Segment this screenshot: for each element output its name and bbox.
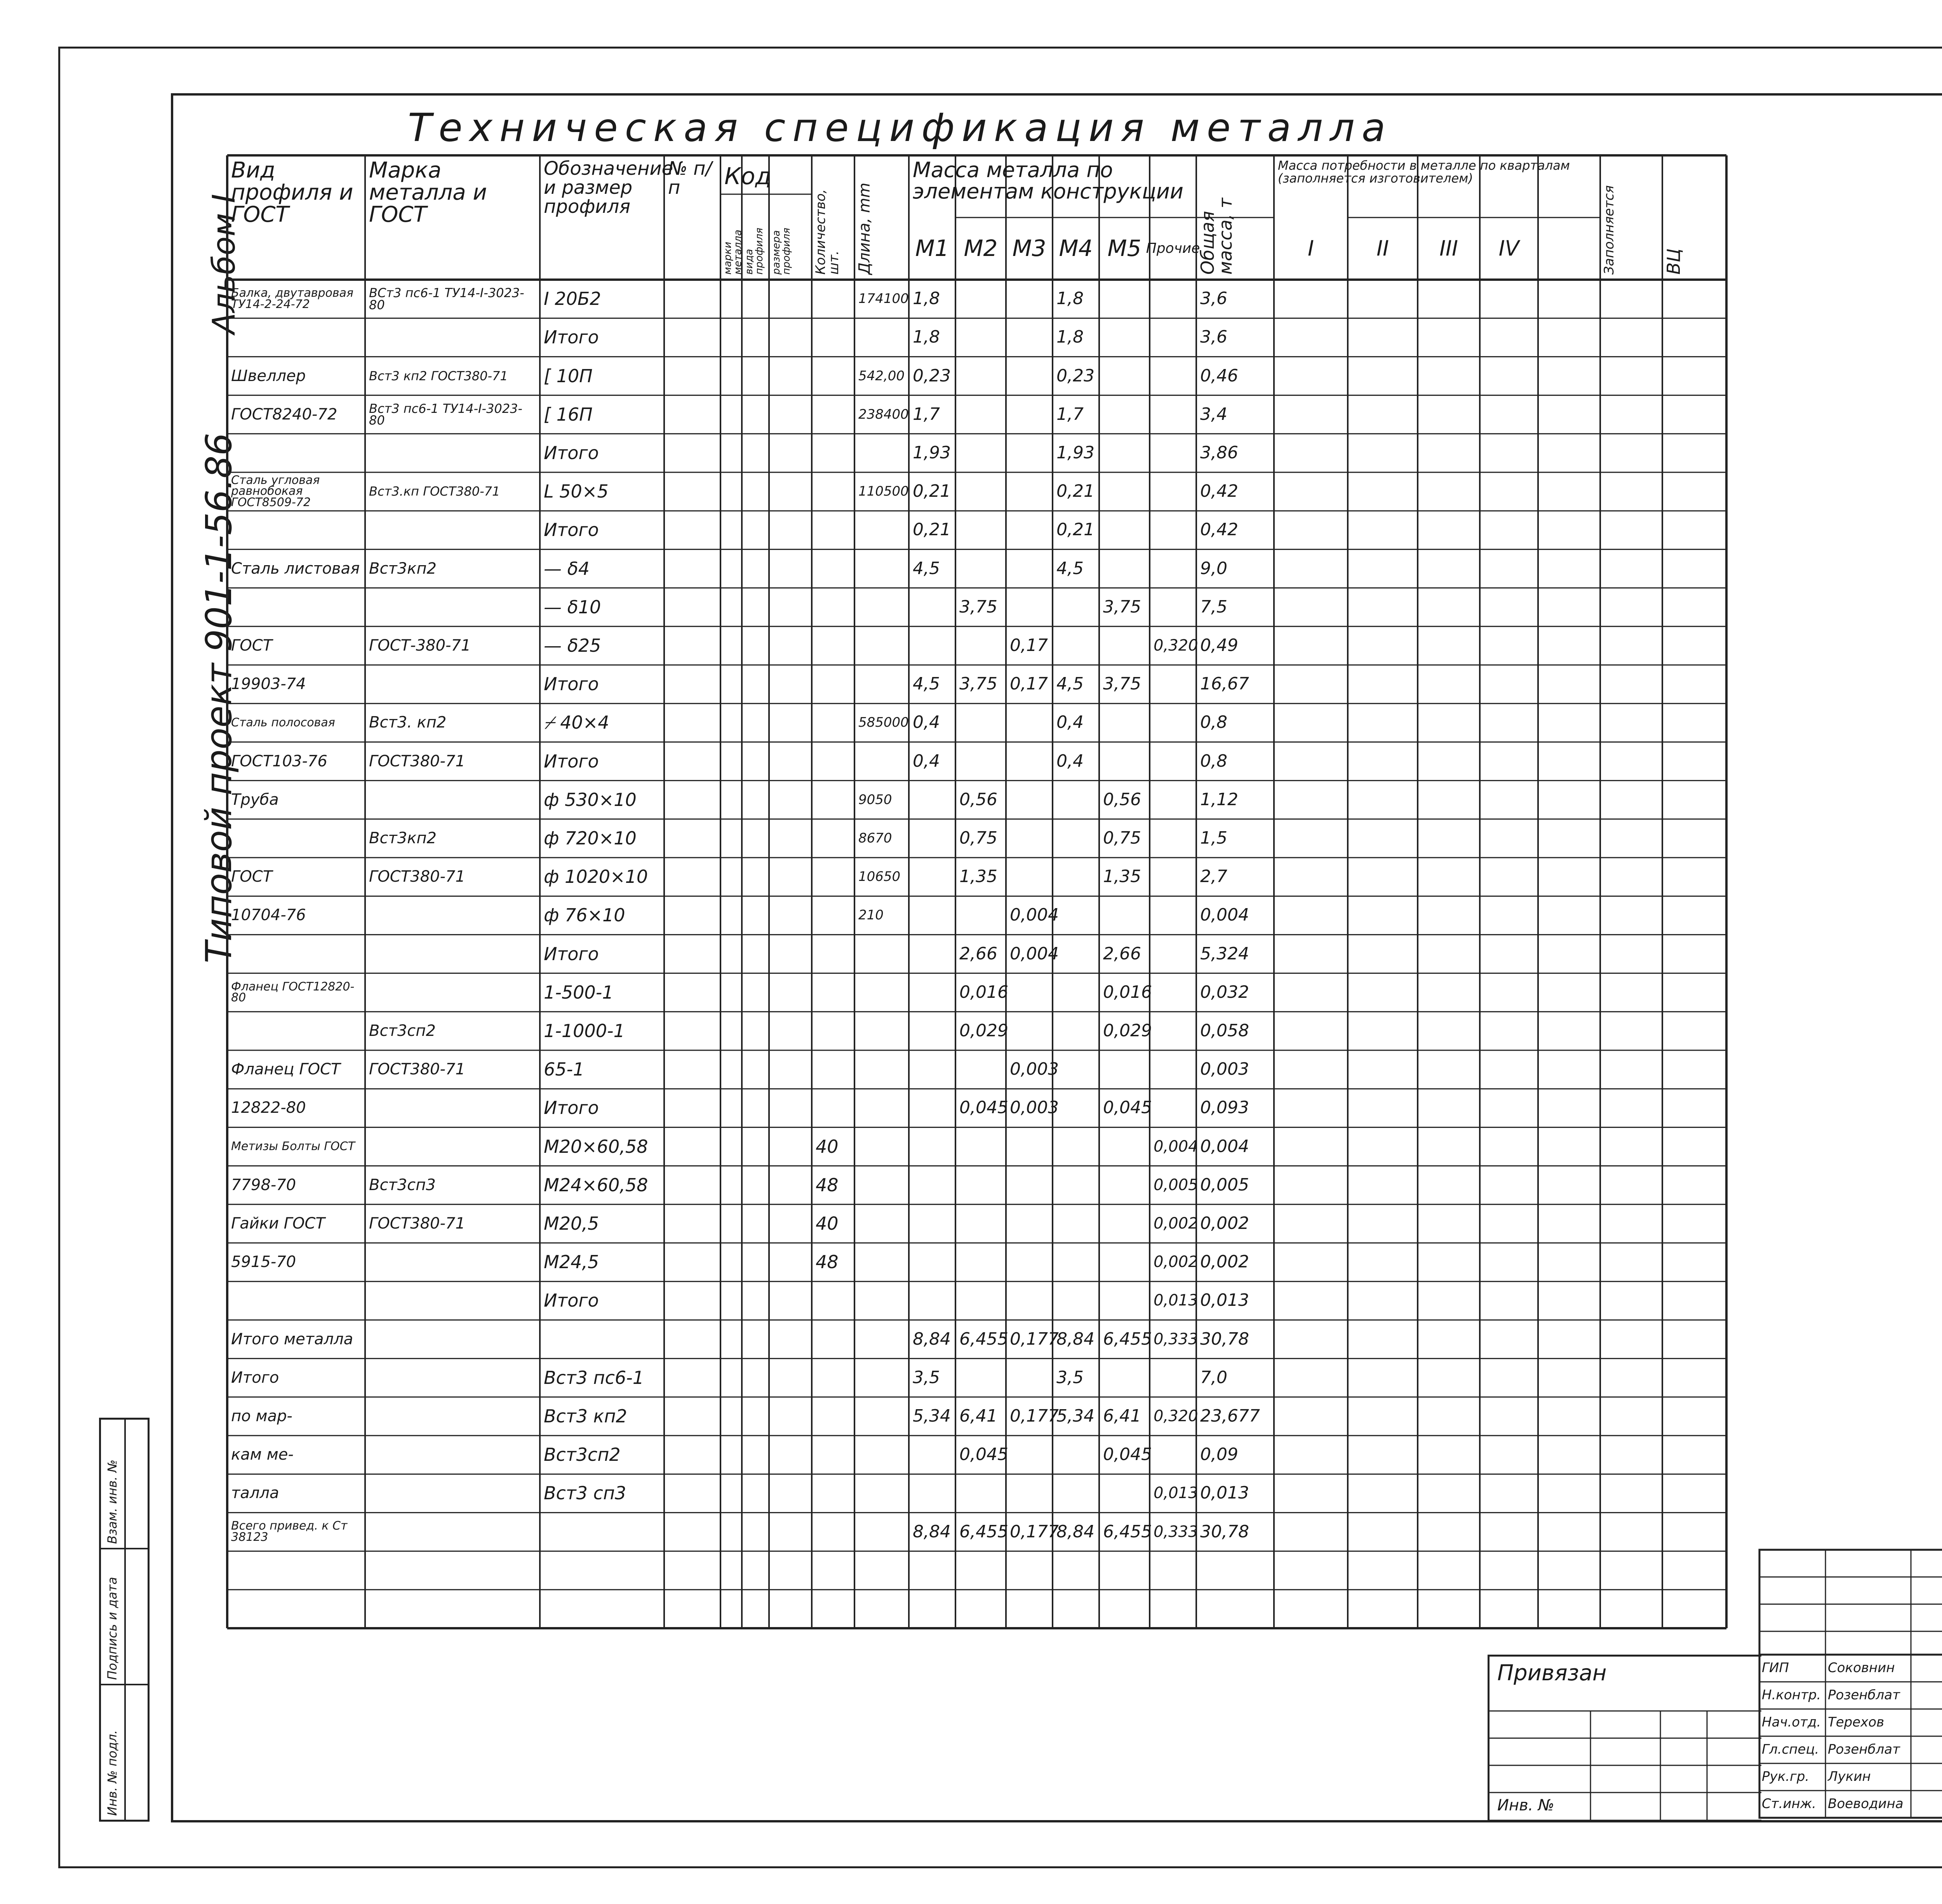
row-12-m1: 0,4: [913, 751, 940, 771]
row-15-profile: ГОСТ: [231, 868, 273, 886]
row-19-des: 1-1000-1: [544, 1020, 625, 1041]
row-3-m1: 1,7: [913, 404, 940, 424]
row-25-des: М24,5: [544, 1251, 599, 1273]
row-1-m1: 1,8: [913, 327, 940, 347]
row-18-total: 0,032: [1200, 982, 1249, 1002]
row-8-m5: 3,75: [1103, 597, 1141, 617]
row-29-profile: по мар-: [231, 1407, 292, 1425]
row-19-total: 0,058: [1200, 1020, 1249, 1041]
row-3-grade: Вст3 пс6-1 ТУ14-I-3023-80: [369, 401, 522, 428]
row-9-profile: ГОСТ: [231, 636, 273, 654]
row-26-other: 0,013: [1154, 1291, 1198, 1310]
row-32-m2: 6,455: [959, 1521, 1008, 1542]
header-element-m2: М2: [964, 235, 998, 262]
row-1-m4: 1,8: [1056, 327, 1084, 347]
row-24-total: 0,002: [1200, 1213, 1249, 1233]
header-grade: Марка металла и ГОСТ: [369, 158, 487, 228]
row-12-des: Итого: [544, 750, 599, 772]
row-12-total: 0,8: [1200, 751, 1227, 771]
table-title: Техническая спецификация металла: [408, 105, 1393, 150]
row-27-m1: 8,84: [913, 1329, 951, 1349]
row-27-profile: Итого металла: [231, 1330, 353, 1348]
row-23-other: 0,005: [1154, 1176, 1198, 1194]
row-20-grade: ГОСТ380-71: [369, 1060, 465, 1079]
row-29-total: 23,677: [1200, 1406, 1260, 1426]
row-15-grade: ГОСТ380-71: [369, 868, 465, 886]
row-0-total: 3,6: [1200, 289, 1227, 309]
row-32-other: 0,333: [1154, 1523, 1198, 1541]
header-code-size: размера профиля: [771, 228, 792, 275]
row-32-total: 30,78: [1200, 1521, 1249, 1542]
row-31-des: Вст3 сп3: [544, 1483, 626, 1504]
row-28-m1: 3,5: [913, 1367, 940, 1387]
row-30-des: Вст3сп2: [544, 1444, 621, 1465]
row-8-m2: 3,75: [959, 597, 997, 617]
row-15-m2: 1,35: [959, 867, 997, 887]
row-6-m4: 0,21: [1056, 520, 1095, 540]
row-1-des: Итого: [544, 327, 599, 348]
stamp-replace: Взам. инв. №: [105, 1459, 120, 1544]
row-19-grade: Вст3сп2: [369, 1022, 436, 1040]
name-3: Розенблат: [1828, 1742, 1900, 1757]
row-16-profile: 10704-76: [231, 906, 306, 924]
row-14-m2: 0,75: [959, 828, 997, 848]
row-14-len: 8670: [858, 830, 892, 846]
row-0-m1: 1,8: [913, 289, 940, 309]
row-22-qty: 40: [816, 1136, 839, 1157]
row-29-m1: 5,34: [913, 1406, 951, 1426]
row-24-qty: 40: [816, 1213, 839, 1234]
project-label: Типовой проект 901-1-56.86: [198, 433, 240, 963]
row-14-des: ф 720×10: [544, 827, 637, 849]
row-18-profile: Фланец ГОСТ12820-80: [231, 980, 355, 1005]
row-31-total: 0,013: [1200, 1483, 1249, 1503]
row-25-other: 0,002: [1154, 1253, 1198, 1271]
header-num: № п/п: [668, 158, 712, 198]
row-12-profile: ГОСТ103-76: [231, 752, 327, 770]
row-16-des: ф 76×10: [544, 905, 625, 926]
row-2-len: 542,00: [858, 368, 905, 384]
row-11-m4: 0,4: [1056, 712, 1084, 733]
role-5: Ст.инж.: [1762, 1796, 1817, 1812]
row-11-total: 0,8: [1200, 712, 1227, 733]
row-17-m2: 2,66: [959, 943, 997, 964]
row-20-m3: 0,003: [1010, 1059, 1059, 1079]
row-27-m3: 0,177: [1010, 1329, 1059, 1349]
row-28-m4: 3,5: [1056, 1367, 1084, 1387]
stamp-inv: Инв. № подл.: [105, 1730, 120, 1816]
row-20-total: 0,003: [1200, 1059, 1249, 1079]
header-element-other: Прочие: [1146, 240, 1200, 256]
row-23-profile: 7798-70: [231, 1176, 296, 1194]
row-13-m2: 0,56: [959, 789, 997, 809]
row-32-profile: Всего привед. к Ст 38123: [231, 1519, 348, 1544]
row-3-profile: ГОСТ8240-72: [231, 405, 338, 423]
role-3: Гл.спец.: [1762, 1742, 1819, 1757]
row-24-des: М20,5: [544, 1213, 599, 1234]
row-32-m3: 0,177: [1010, 1521, 1059, 1542]
name-1: Розенблат: [1828, 1687, 1900, 1703]
row-7-m1: 4,5: [913, 558, 940, 578]
row-6-total: 0,42: [1200, 520, 1238, 540]
row-16-total: 0,004: [1200, 905, 1249, 925]
row-5-des: L 50×5: [544, 481, 609, 502]
row-11-des: ⌿ 40×4: [544, 712, 609, 733]
row-18-des: 1-500-1: [544, 982, 614, 1003]
row-13-len: 9050: [858, 792, 892, 808]
header-element-m1: М1: [915, 235, 949, 262]
row-23-grade: Вст3сп3: [369, 1176, 436, 1194]
header-length: Длина, mm: [856, 183, 874, 275]
name-2: Терехов: [1828, 1714, 1885, 1730]
row-4-m4: 1,93: [1056, 442, 1095, 463]
row-28-des: Вст3 пс6-1: [544, 1367, 644, 1388]
header-profile: Вид профиля и ГОСТ: [231, 158, 353, 228]
row-14-total: 1,5: [1200, 828, 1227, 848]
row-28-profile: Итого: [231, 1368, 279, 1387]
row-3-len: 238400: [858, 406, 909, 422]
header-demand: Масса потребности в металле по кварталам (заполняется изготовителем): [1278, 158, 1570, 186]
row-9-des: — δ25: [544, 635, 601, 656]
row-30-m5: 0,045: [1103, 1445, 1152, 1465]
row-7-m4: 4,5: [1056, 558, 1084, 578]
row-10-m5: 3,75: [1103, 674, 1141, 694]
row-4-des: Итого: [544, 442, 599, 463]
header-qty: Количество, шт.: [813, 189, 842, 275]
row-5-grade: Вст3.кп ГОСТ380-71: [369, 484, 500, 499]
row-3-total: 3,4: [1200, 404, 1227, 424]
row-10-profile: 19903-74: [231, 675, 306, 693]
name-0: Соковнин: [1828, 1660, 1895, 1676]
row-2-des: [ 10П: [544, 365, 593, 386]
name-5: Воеводина: [1828, 1796, 1904, 1812]
row-15-des: ф 1020×10: [544, 866, 648, 888]
header-fill: Заполняется: [1601, 185, 1617, 275]
row-19-m5: 0,029: [1103, 1020, 1152, 1041]
linked-block: [1488, 1655, 1761, 1822]
row-15-total: 2,7: [1200, 867, 1227, 887]
row-17-total: 5,324: [1200, 943, 1249, 964]
row-11-grade: Вст3. кп2: [369, 714, 447, 732]
row-29-des: Вст3 кп2: [544, 1405, 627, 1427]
header-element-m4: М4: [1059, 235, 1093, 262]
header-code: Код: [724, 163, 771, 190]
row-21-des: Итого: [544, 1097, 599, 1119]
row-23-total: 0,005: [1200, 1175, 1249, 1195]
row-24-other: 0,002: [1154, 1214, 1198, 1232]
header-designation: Обозначение и размер профиля: [544, 158, 673, 218]
row-24-profile: Гайки ГОСТ: [231, 1214, 325, 1232]
row-29-m5: 6,41: [1103, 1406, 1141, 1426]
row-26-total: 0,013: [1200, 1290, 1249, 1311]
row-13-total: 1,12: [1200, 789, 1238, 809]
row-8-total: 7,5: [1200, 597, 1227, 617]
header-quarter-2: II: [1376, 236, 1389, 261]
row-30-total: 0,09: [1200, 1445, 1238, 1465]
row-10-des: Итого: [544, 674, 599, 695]
row-32-m1: 8,84: [913, 1521, 951, 1542]
row-22-other: 0,004: [1154, 1137, 1198, 1156]
row-10-total: 16,67: [1200, 674, 1249, 694]
row-10-m1: 4,5: [913, 674, 940, 694]
row-27-m2: 6,455: [959, 1329, 1008, 1349]
row-9-grade: ГОСТ-380-71: [369, 636, 471, 654]
row-6-m1: 0,21: [913, 520, 951, 540]
header-element-m3: М3: [1012, 235, 1046, 262]
row-10-m2: 3,75: [959, 674, 997, 694]
row-2-profile: Швеллер: [231, 367, 306, 385]
row-10-m4: 4,5: [1056, 674, 1084, 694]
left-stamp: [99, 1418, 150, 1822]
row-27-m4: 8,84: [1056, 1329, 1095, 1349]
row-5-m4: 0,21: [1056, 481, 1095, 501]
row-25-qty: 48: [816, 1251, 839, 1273]
row-9-other: 0,320: [1154, 636, 1198, 654]
row-18-m2: 0,016: [959, 982, 1008, 1002]
row-13-des: ф 530×10: [544, 789, 637, 810]
role-4: Рук.гр.: [1762, 1769, 1810, 1784]
title-block: [1759, 1550, 1942, 1818]
row-2-grade: Вст3 кп2 ГОСТ380-71: [369, 368, 508, 383]
row-9-total: 0,49: [1200, 635, 1238, 655]
row-4-m1: 1,93: [913, 442, 951, 463]
header-total: Общая масса, т: [1197, 198, 1236, 275]
row-7-des: — δ4: [544, 558, 590, 579]
row-25-total: 0,002: [1200, 1252, 1249, 1272]
row-4-total: 3,86: [1200, 442, 1238, 463]
row-27-total: 30,78: [1200, 1329, 1249, 1349]
row-17-des: Итого: [544, 943, 599, 964]
row-23-des: М24×60,58: [544, 1174, 648, 1196]
role-2: Нач.отд.: [1762, 1714, 1821, 1730]
row-21-m5: 0,045: [1103, 1098, 1152, 1118]
row-14-grade: Вст3кп2: [369, 829, 437, 847]
row-22-profile: Метизы Болты ГОСТ: [231, 1139, 355, 1153]
row-21-profile: 12822-80: [231, 1099, 306, 1117]
row-0-des: I 20Б2: [544, 288, 601, 310]
row-5-profile: Сталь угловая равнобокая ГОСТ8509-72: [231, 473, 320, 509]
row-3-m4: 1,7: [1056, 404, 1084, 424]
row-30-m2: 0,045: [959, 1445, 1008, 1465]
row-5-total: 0,42: [1200, 481, 1238, 501]
row-18-m5: 0,016: [1103, 982, 1152, 1002]
row-11-profile: Сталь полосовая: [231, 715, 335, 729]
row-15-m5: 1,35: [1103, 867, 1141, 887]
row-9-m3: 0,17: [1010, 635, 1048, 655]
row-0-m4: 1,8: [1056, 289, 1084, 309]
row-13-profile: Труба: [231, 790, 279, 809]
row-10-m3: 0,17: [1010, 674, 1048, 694]
row-32-m4: 8,84: [1056, 1521, 1095, 1542]
row-12-grade: ГОСТ380-71: [369, 752, 465, 770]
row-22-total: 0,004: [1200, 1136, 1249, 1156]
row-0-profile: Балка, двутавровая ТУ14-2-24-72: [231, 286, 353, 311]
row-27-other: 0,333: [1154, 1330, 1198, 1348]
row-29-m4: 5,34: [1056, 1406, 1095, 1426]
row-27-m5: 6,455: [1103, 1329, 1152, 1349]
row-7-total: 9,0: [1200, 558, 1227, 578]
row-20-des: 65-1: [544, 1059, 585, 1080]
row-24-grade: ГОСТ380-71: [369, 1214, 465, 1232]
row-31-other: 0,013: [1154, 1484, 1198, 1502]
header-quarter-1: I: [1308, 236, 1314, 261]
row-16-len: 210: [858, 907, 884, 923]
row-23-qty: 48: [816, 1174, 839, 1196]
row-16-m3: 0,004: [1010, 905, 1059, 925]
row-17-m3: 0,004: [1010, 943, 1059, 964]
row-20-profile: Фланец ГОСТ: [231, 1060, 341, 1079]
album-label: Альбом I: [206, 194, 242, 334]
row-7-grade: Вст3кп2: [369, 559, 437, 578]
header-element-m5: М5: [1107, 235, 1142, 262]
header-vts: ВЦ: [1663, 248, 1684, 275]
row-17-m5: 2,66: [1103, 943, 1141, 964]
row-30-profile: кам ме-: [231, 1446, 294, 1464]
row-14-m5: 0,75: [1103, 828, 1141, 848]
row-6-des: Итого: [544, 519, 599, 541]
row-32-m5: 6,455: [1103, 1521, 1152, 1542]
row-26-des: Итого: [544, 1290, 599, 1311]
row-31-profile: талла: [231, 1484, 279, 1502]
row-13-m5: 0,56: [1103, 789, 1141, 809]
row-2-total: 0,46: [1200, 365, 1238, 386]
row-2-m4: 0,23: [1056, 365, 1095, 386]
row-15-len: 10650: [858, 869, 901, 885]
row-3-des: [ 16П: [544, 404, 593, 425]
header-quarter-4: IV: [1498, 236, 1519, 261]
row-21-m3: 0,003: [1010, 1098, 1059, 1118]
linked-label: Привязан: [1497, 1660, 1607, 1686]
header-quarter-3: III: [1439, 236, 1458, 261]
row-25-profile: 5915-70: [231, 1253, 296, 1271]
row-2-m1: 0,23: [913, 365, 951, 386]
row-0-len: 174100: [858, 291, 909, 307]
row-29-m2: 6,41: [959, 1406, 997, 1426]
role-1: Н.контр.: [1762, 1687, 1821, 1703]
row-28-total: 7,0: [1200, 1367, 1227, 1387]
header-mass-elements: Масса металла по элементам конструкции: [913, 158, 1183, 204]
role-0: ГИП: [1762, 1660, 1789, 1676]
row-29-m3: 0,177: [1010, 1406, 1059, 1426]
header-code-grade: марки металла: [722, 230, 744, 275]
row-8-des: — δ10: [544, 596, 601, 618]
inv-label: Инв. №: [1497, 1796, 1554, 1814]
header-code-type: вида профиля: [743, 228, 765, 275]
row-5-len: 110500: [858, 484, 909, 499]
row-22-des: М20×60,58: [544, 1136, 648, 1157]
row-1-total: 3,6: [1200, 327, 1227, 347]
row-7-profile: Сталь листовая: [231, 559, 360, 578]
name-4: Лукин: [1828, 1769, 1871, 1784]
row-0-grade: ВСт3 пс6-1 ТУ14-I-3023-80: [369, 285, 524, 312]
row-21-total: 0,093: [1200, 1098, 1249, 1118]
row-21-m2: 0,045: [959, 1098, 1008, 1118]
row-11-m1: 0,4: [913, 712, 940, 733]
row-11-len: 585000: [858, 715, 909, 731]
row-12-m4: 0,4: [1056, 751, 1084, 771]
stamp-sign: Подпись и дата: [105, 1577, 120, 1680]
row-19-m2: 0,029: [959, 1020, 1008, 1041]
row-5-m1: 0,21: [913, 481, 951, 501]
row-29-other: 0,320: [1154, 1407, 1198, 1425]
